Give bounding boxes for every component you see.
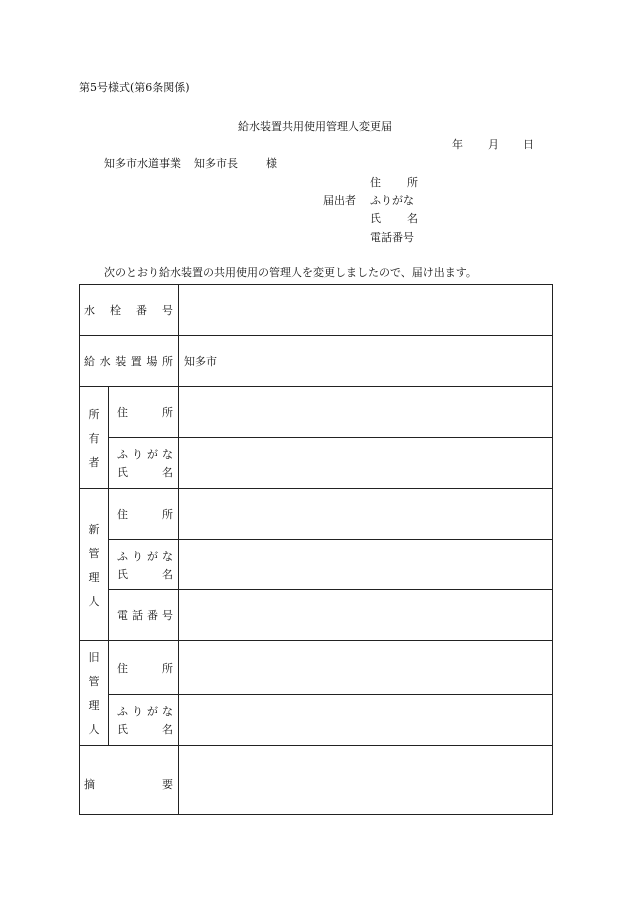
char: 名	[162, 567, 173, 581]
char: 栓	[110, 304, 121, 317]
char: 装	[115, 355, 127, 368]
char: 摘	[84, 778, 95, 791]
char: 水	[84, 304, 95, 317]
old-manager-name-field[interactable]	[179, 695, 553, 746]
owner-group-label	[80, 387, 109, 489]
char: 住	[117, 661, 128, 675]
new-manager-address-label	[109, 489, 179, 540]
old-manager-address-row	[80, 641, 553, 695]
owner-address-label	[109, 387, 179, 438]
new-manager-phone-field[interactable]	[179, 590, 553, 641]
char: 電	[117, 609, 128, 622]
char: 所	[88, 407, 100, 421]
addressee-mayor: 知多市長	[194, 157, 238, 170]
char: 氏	[117, 567, 128, 581]
old-manager-name-row	[80, 695, 553, 746]
char: 新	[88, 522, 100, 536]
notifier-name-label	[370, 213, 418, 224]
char: 住	[117, 406, 128, 419]
new-manager-phone-label	[109, 590, 179, 641]
char: 氏	[117, 466, 128, 479]
char: 号	[162, 304, 173, 317]
char: 理	[88, 699, 100, 712]
char: 者	[88, 455, 100, 469]
document-title: 給水装置共用使用管理人変更届	[238, 120, 392, 133]
char: 所	[162, 406, 173, 419]
summary-label	[80, 746, 179, 815]
owner-name-field[interactable]	[179, 438, 553, 489]
char: 氏	[370, 212, 381, 225]
char: 住	[117, 508, 128, 521]
char: な	[162, 549, 173, 563]
char: 置	[130, 355, 142, 368]
char: 番	[147, 609, 158, 622]
owner-address-row	[80, 387, 553, 438]
old-manager-name-label	[109, 695, 179, 746]
char: が	[147, 448, 158, 461]
char: 番	[136, 304, 147, 317]
date-day-label: 日	[523, 138, 534, 151]
char: 水	[99, 355, 111, 368]
summary-row	[80, 746, 553, 815]
hydrant-number-row	[80, 285, 553, 336]
char: 所	[161, 355, 173, 368]
char: が	[147, 549, 158, 563]
date-month-label: 月	[488, 138, 499, 151]
char: 人	[88, 723, 100, 736]
notifier-phone-label: 電話番号	[370, 231, 414, 244]
char: 名	[407, 212, 418, 225]
char: 管	[88, 675, 100, 688]
new-manager-phone-row	[80, 590, 553, 641]
char: 話	[132, 609, 143, 622]
char: り	[132, 549, 143, 563]
form-number: 第5号様式(第6条関係)	[79, 81, 190, 94]
char: 名	[162, 466, 173, 479]
owner-address-field[interactable]	[179, 387, 553, 438]
char: ふ	[117, 705, 128, 718]
summary-field[interactable]	[179, 746, 553, 815]
char: 所	[407, 176, 418, 189]
new-manager-name-field[interactable]	[179, 540, 553, 590]
char: 理	[88, 570, 100, 584]
char: り	[132, 448, 143, 461]
char: 給	[84, 355, 95, 368]
char: 住	[370, 176, 381, 189]
new-manager-group-label	[80, 489, 109, 641]
new-manager-address-row	[80, 489, 553, 540]
location-field[interactable]	[179, 336, 553, 387]
location-label	[80, 336, 179, 387]
char: ふ	[117, 448, 128, 461]
owner-name-row	[80, 438, 553, 489]
char: 有	[88, 431, 100, 445]
char: り	[132, 705, 143, 718]
char: な	[162, 448, 173, 461]
addressee-org: 知多市水道事業	[104, 157, 181, 170]
char: 管	[88, 546, 100, 560]
intro-text: 次のとおり給水装置の共用使用の管理人を変更しましたので、届け出ます。	[104, 266, 477, 279]
char: 所	[162, 661, 173, 675]
char: 名	[162, 723, 173, 736]
char: ふ	[117, 549, 128, 563]
new-manager-name-row	[80, 540, 553, 590]
char: 要	[162, 778, 173, 791]
notifier-label: 届出者	[323, 194, 356, 207]
char: 氏	[117, 723, 128, 736]
addressee-honorific: 様	[266, 157, 277, 170]
char: 所	[162, 508, 173, 521]
new-manager-name-label	[109, 540, 179, 590]
char: 場	[146, 355, 158, 368]
location-value: 知多市	[184, 355, 217, 368]
old-manager-address-field[interactable]	[179, 641, 553, 695]
notifier-furigana-label: ふりがな	[370, 194, 414, 207]
new-manager-address-field[interactable]	[179, 489, 553, 540]
char: 旧	[88, 651, 100, 664]
location-row	[80, 336, 553, 387]
hydrant-number-field[interactable]	[179, 285, 553, 336]
char: 人	[88, 594, 100, 608]
owner-name-label	[109, 438, 179, 489]
char: が	[147, 705, 158, 718]
char: な	[162, 705, 173, 718]
hydrant-number-label	[80, 285, 179, 336]
char: 号	[162, 609, 173, 622]
old-manager-address-label	[109, 641, 179, 695]
notifier-address-label	[370, 177, 418, 188]
notification-table	[79, 284, 553, 815]
old-manager-group-label	[80, 641, 109, 746]
date-year-label: 年	[452, 138, 463, 151]
